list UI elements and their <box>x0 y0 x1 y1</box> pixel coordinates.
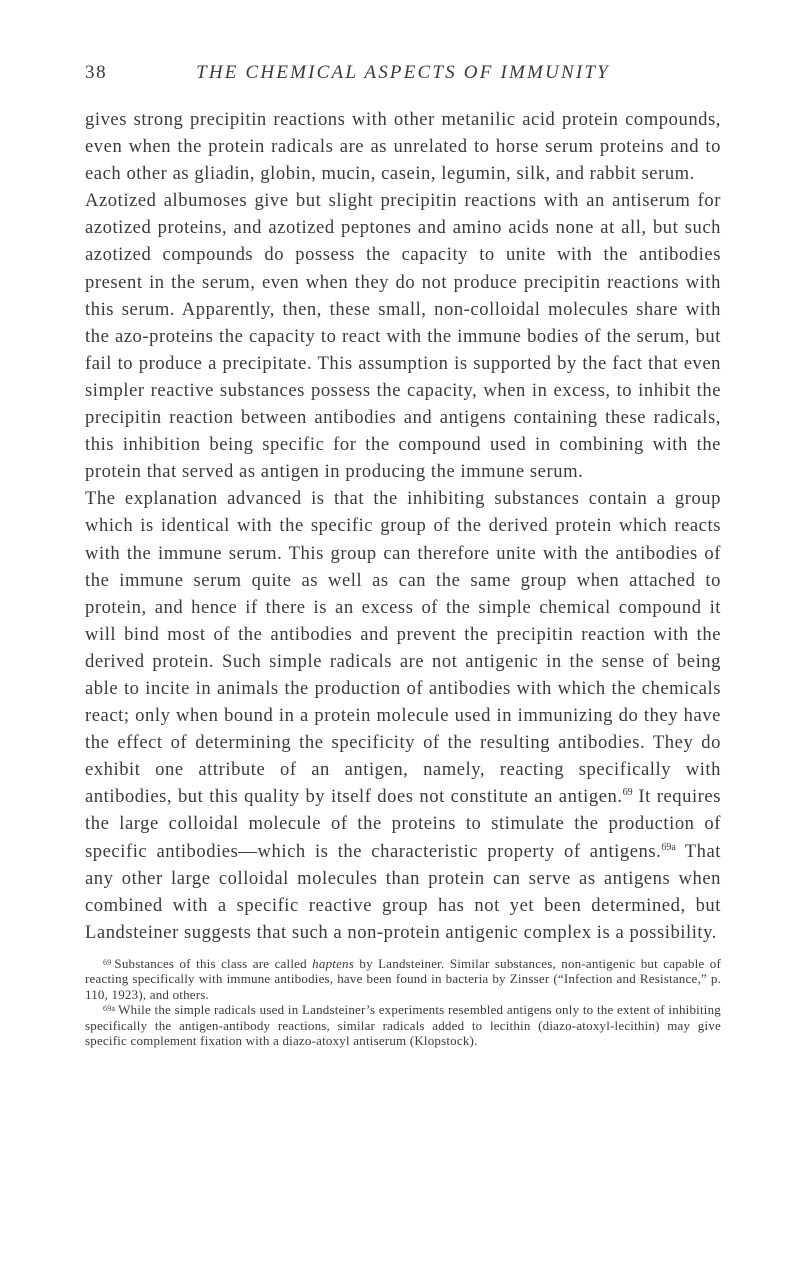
footnote-69a <box>85 1002 721 1048</box>
paragraph-1: gives strong precipitin reactions with other metanilic acid protein compounds, even when the protein radicals are as unrelated to horse serum proteins and to each other as gliadin, globin, mucin, casein, legumin, silk, and rabbit serum. <box>85 109 721 185</box>
page-number: 38 <box>85 62 108 83</box>
paragraph-3 <box>85 485 721 946</box>
footnote-69-text-a: Substances of this class are called <box>114 955 313 971</box>
paragraph-3-part-3: That any other large colloidal molecules than protein can serve as antigens when combined with a specific reactive group has not yet been determined, but Landsteiner suggests that such a non-protein antigenic complex is a possibility. <box>85 840 721 943</box>
footnote-69a-mark: 69a <box>103 1004 116 1014</box>
footnote-69-mark: 69 <box>103 957 112 967</box>
running-title: THE CHEMICAL ASPECTS OF IMMUNITY <box>196 62 610 83</box>
footnote-ref-69: 69 <box>622 787 633 799</box>
footnote-69-text-b: by Landsteiner. Similar substances, non-antigenic but capable of reacting specifically with immune antibodies, have been found in bacteria by Zinsser (“Infection and Resistance,” p. 110, 1923), and others. <box>85 955 721 1002</box>
footnote-69 <box>85 956 721 1002</box>
footnote-69-italic-term: haptens <box>312 955 355 971</box>
footnote-69a-text: While the simple radicals used in Landsteiner’s experiments resembled antigens only to the extent of inhibiting specifically the antigen-antibody reactions, similar radicals added to lecithin (diazo-atoxyl-lecithin) may give specific complement fixation with a diazo-atoxyl antiserum (Klopstock). <box>85 1002 721 1048</box>
footnotes <box>85 956 721 1048</box>
paragraph-2: Azotized albumoses give but slight precipitin reactions with an antiserum for azotized proteins, and azotized peptones and amino acids none at all, but such azotized compounds do possess the capacity to unite with the antibodies present in the serum, even when they do not produce precipitin reactions with this serum. Apparently, then, these small, non-colloidal molecules share with the azo-proteins the capacity to react with the immune bodies of the serum, but fail to produce a precipitate. This assumption is supported by the fact that even simpler reactive substances possess the capacity, when in excess, to inhibit the precipitin reaction between antibodies and antigens containing these radicals, this inhibition being specific for the compound used in combining with the protein that served as antigen in producing the immune serum. <box>85 190 721 483</box>
footnote-ref-69a: 69a <box>661 841 676 853</box>
running-head <box>85 62 721 96</box>
paragraph-3-part-2: It requires the large colloidal molecule of the proteins to stimulate the production of specific antibodies—which is the characteristic property of antigens. <box>85 786 721 862</box>
book-page <box>85 62 721 1048</box>
body-text <box>85 106 721 946</box>
paragraph-3-part-1: The explanation advanced is that the inhibiting substances contain a group which is identical with the specific group of the derived protein which reacts with the immune serum. This group can therefore unite with the antibodies of the immune serum quite as well as can the same group when attached to protein, and hence if there is an excess of the simple chemical compound it will bind most of the antibodies and prevent the precipitin reaction with the derived protein. Such simple radicals are not antigenic in the sense of being able to incite in animals the production of antibodies with which the chemicals react; only when bound in a protein molecule used in immunizing do they have the effect of determining the specificity of the resulting antibodies. They do exhibit one attribute of an antigen, namely, reacting specifically with antibodies, but this quality by itself does not constitute an antigen. <box>85 488 721 808</box>
